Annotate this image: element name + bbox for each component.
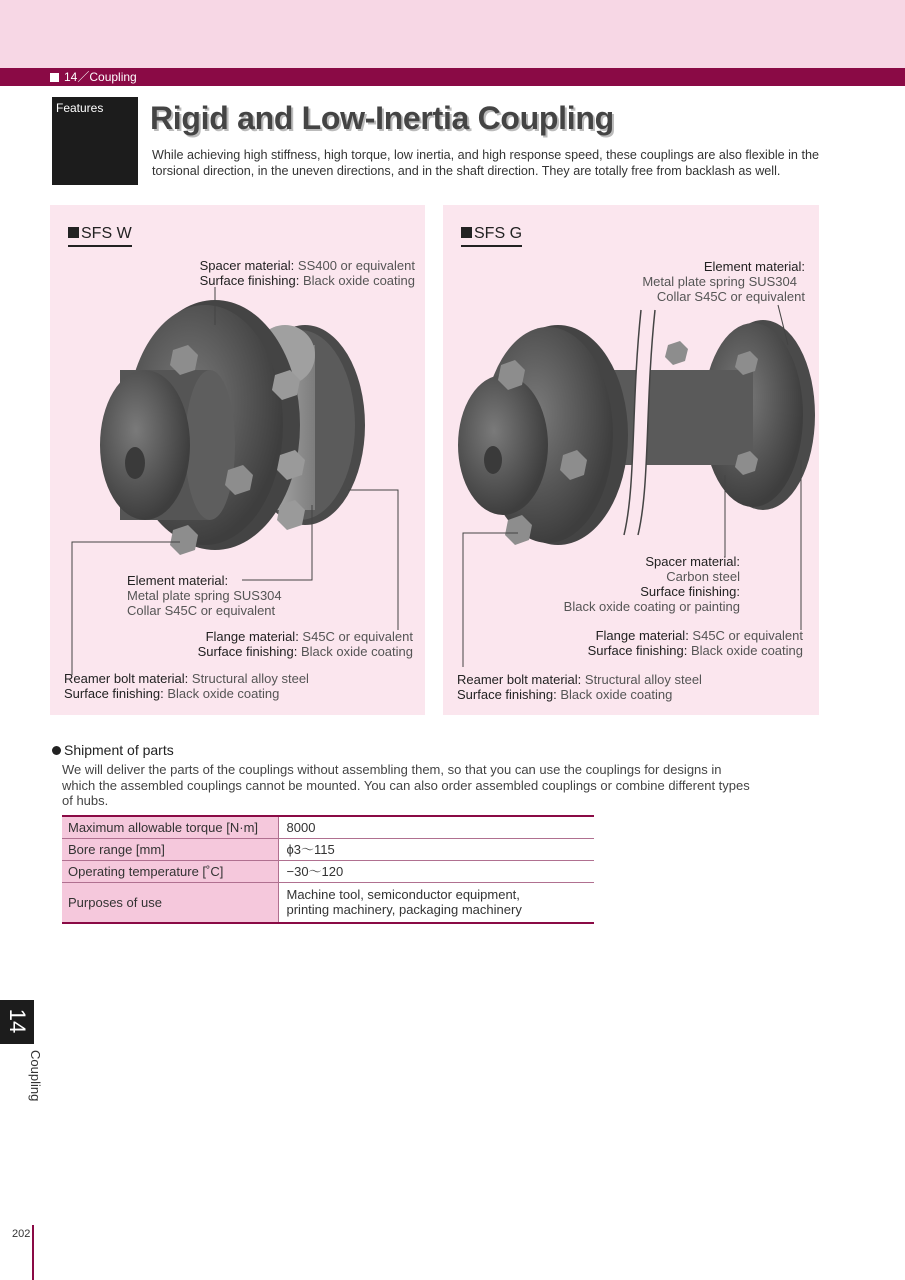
spec-table <box>62 815 594 924</box>
shipment-text: We will deliver the parts of the couplings without assembling them, so that you can use the couplings for designs in which the assembled couplings cannot be mounted. You can also order assembled couplings or combine different types of hubs. <box>62 762 750 808</box>
shipment-heading-text: Shipment of parts <box>64 742 174 758</box>
table-row <box>62 839 594 861</box>
shipment-heading <box>52 742 174 758</box>
features-label: Features <box>56 101 104 115</box>
sfsw-bolt-label: Reamer bolt material: Structural alloy steel Surface finishing: Black oxide coating <box>64 671 309 701</box>
square-bullet-icon <box>50 73 59 82</box>
top-band <box>0 0 905 68</box>
sfsg-bolt-label: Reamer bolt material: Structural alloy steel Surface finishing: Black oxide coating <box>457 672 702 702</box>
table-row <box>62 883 594 923</box>
spec-key: Bore range [mm] <box>62 839 278 861</box>
sfsg-panel <box>443 205 819 715</box>
sfsg-title-text: SFS G <box>474 225 523 242</box>
table-row <box>62 861 594 883</box>
chapter-tab <box>0 1000 34 1044</box>
sfsw-element-label: Element material: Metal plate spring SUS304 Collar S45C or equivalent <box>127 573 282 618</box>
chapter-number: 14 <box>5 1008 30 1034</box>
spec-key: Purposes of use <box>62 883 278 923</box>
bullet-dot-icon <box>52 746 61 755</box>
spec-value: ϕ3～115 <box>278 839 594 861</box>
intro-text: While achieving high stiffness, high torque, low inertia, and high response speed, these couplings are also flexible in the torsional direction, in the uneven directions, and in the shaft direction. They are totally free from backlash as well. <box>152 148 819 178</box>
chapter-name <box>8 1050 43 1114</box>
spec-key: Maximum allowable torque [N·m] <box>62 816 278 839</box>
sfsw-title-text: SFS W <box>81 225 132 242</box>
sfsg-spacer-label: Spacer material: Carbon steel Surface finishing: Black oxide coating or painting <box>563 554 740 614</box>
spec-value <box>278 883 594 923</box>
sfsg-flange-label: Flange material: S45C or equivalent Surface finishing: Black oxide coating <box>587 628 803 658</box>
page-title: Rigid and Low-Inertia Coupling <box>150 100 614 136</box>
spec-value: −30～120 <box>278 861 594 883</box>
page-number: 202 <box>12 1228 31 1240</box>
spec-value-line: printing machinery, packaging machinery <box>286 902 522 918</box>
spec-key: Operating temperature [˚C] <box>62 861 278 883</box>
sfsw-panel <box>50 205 425 715</box>
section-header-bar <box>0 68 905 86</box>
sfsw-flange-label: Flange material: S45C or equivalent Surface finishing: Black oxide coating <box>197 629 413 659</box>
spec-value-line: Machine tool, semiconductor equipment, <box>286 887 520 903</box>
page-number-rule <box>32 1225 34 1280</box>
sfsw-spacer-label: Spacer material: SS400 or equivalent Surface finishing: Black oxide coating <box>199 258 415 288</box>
sfsg-element-label: Element material: Metal plate spring SUS304 Collar S45C or equivalent <box>642 259 805 304</box>
spec-value: 8000 <box>278 816 594 839</box>
features-label-box <box>52 97 138 185</box>
table-row <box>62 816 594 839</box>
section-label: 14／Coupling <box>64 70 137 84</box>
chapter-name-text: Coupling <box>28 1050 43 1102</box>
